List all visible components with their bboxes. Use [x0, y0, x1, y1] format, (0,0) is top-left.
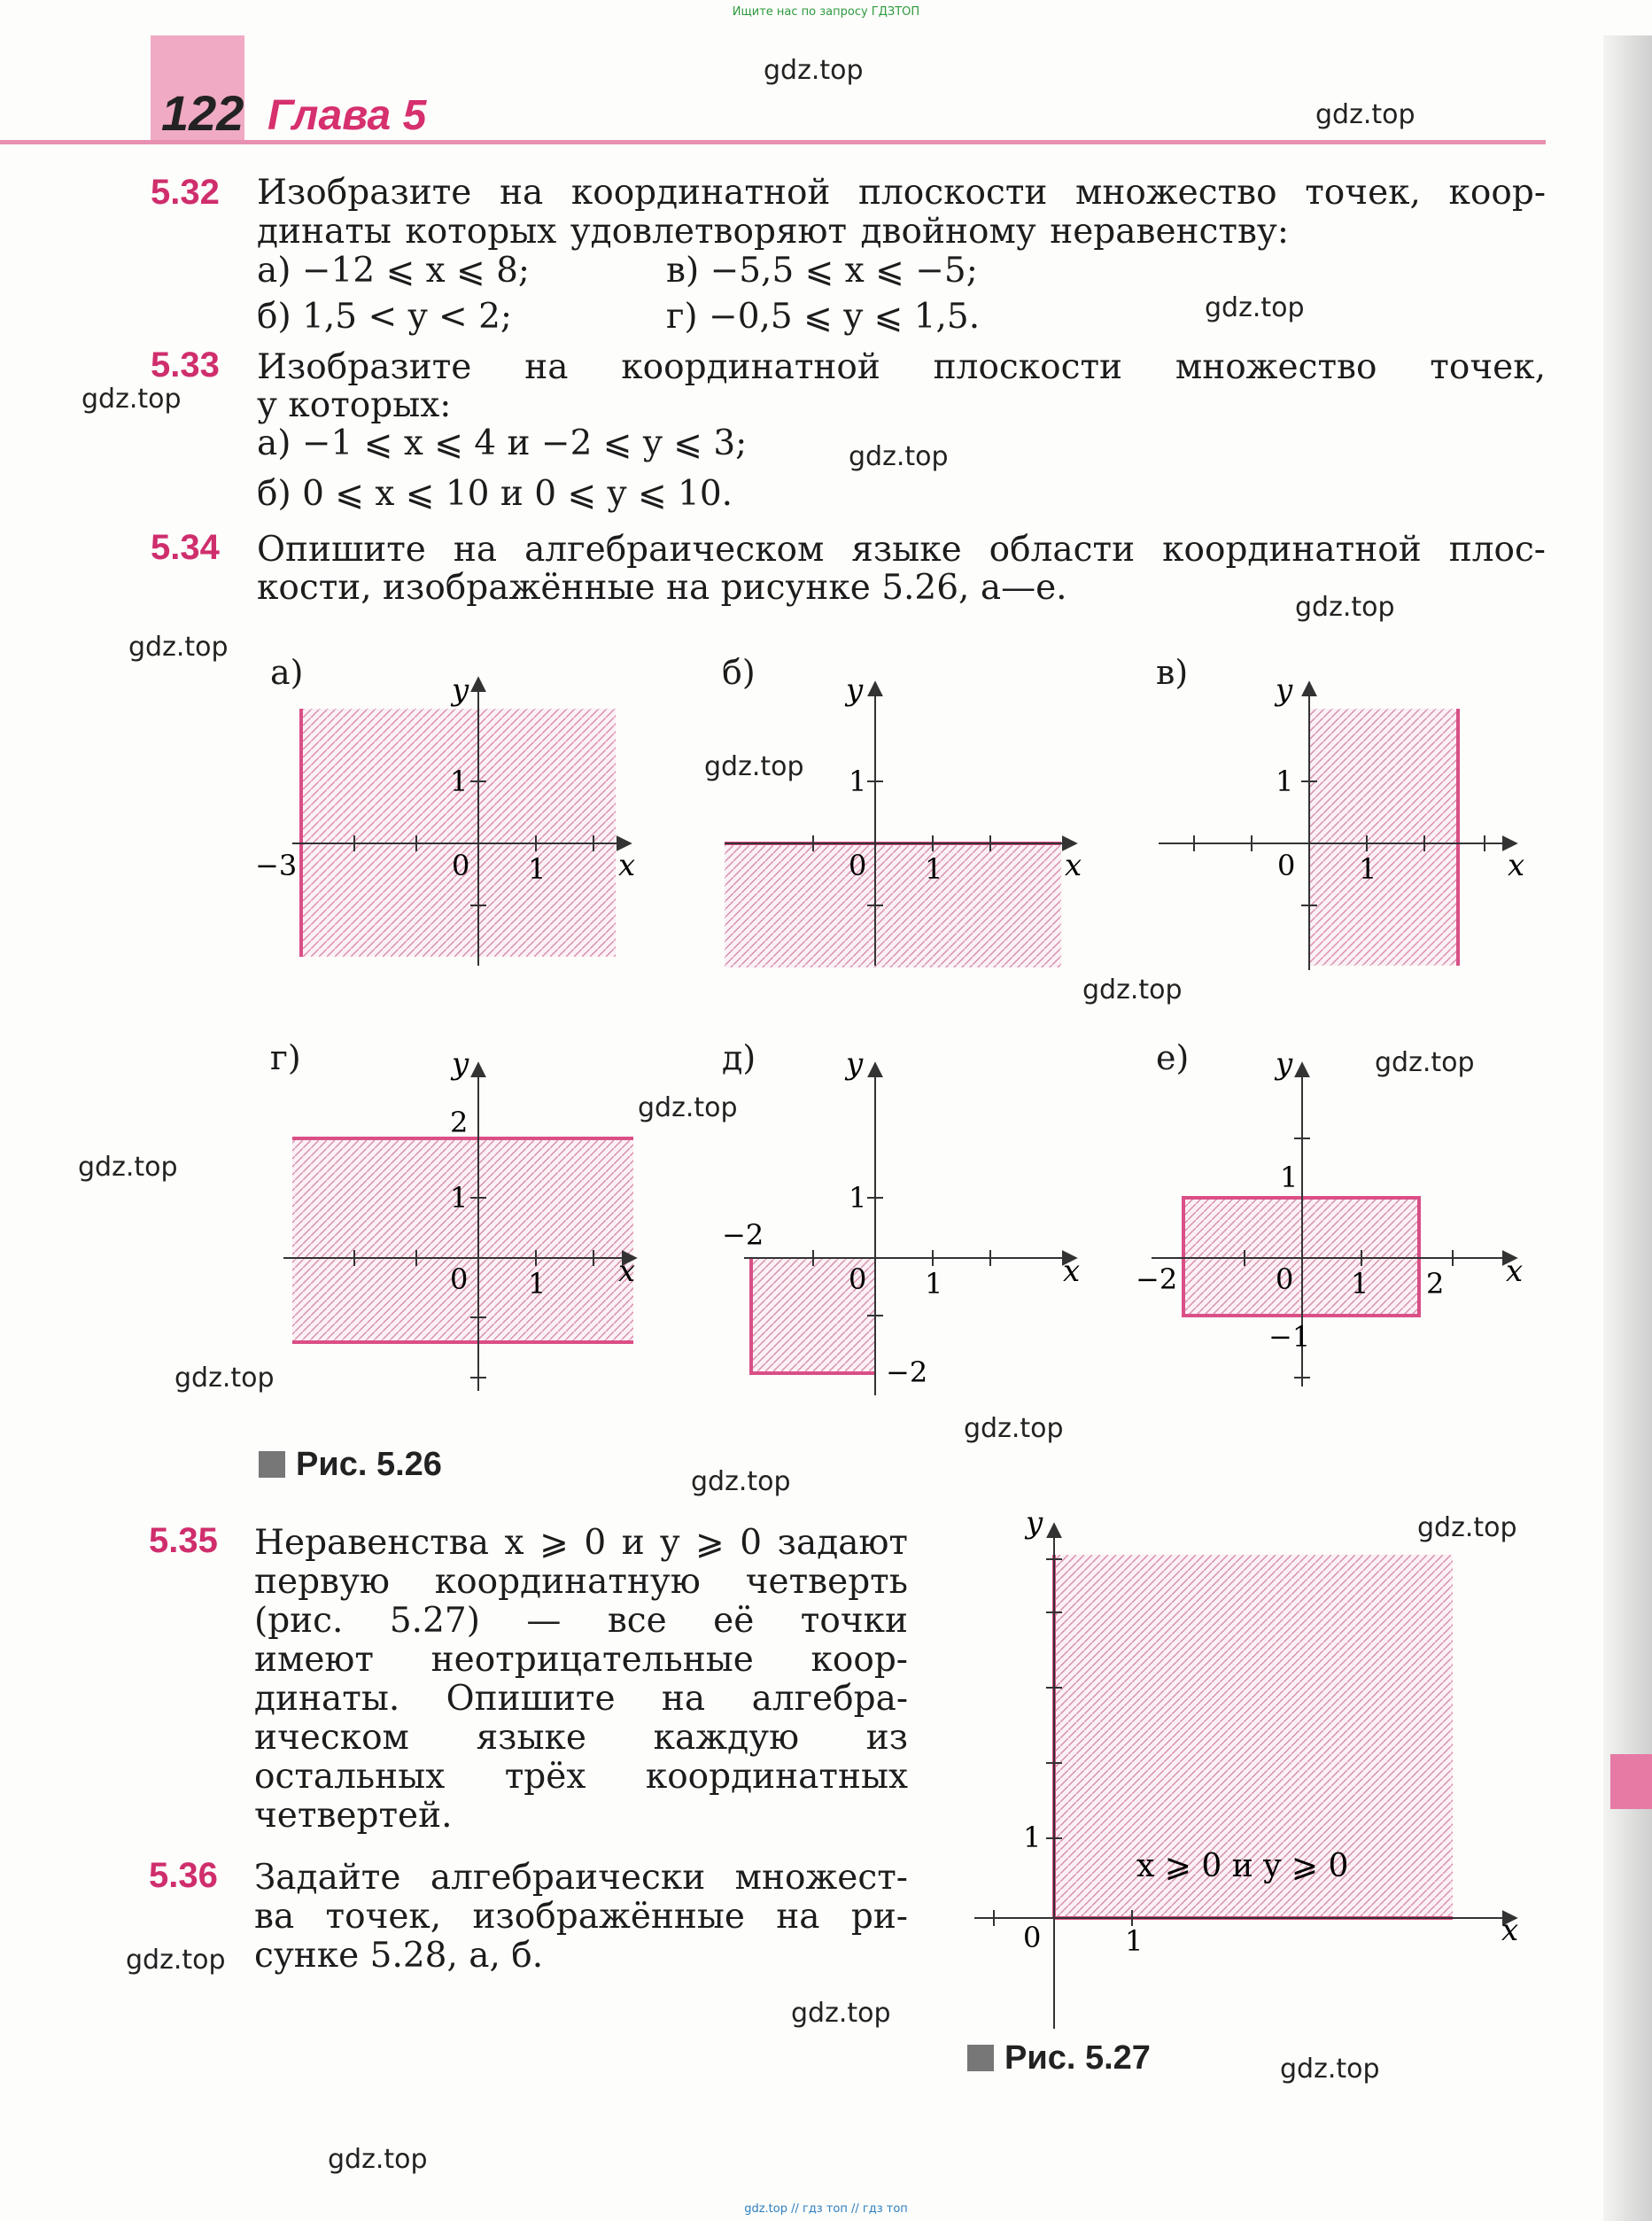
caption-fig-5-27: Рис. 5.27 — [967, 2039, 1151, 2077]
panel-d-tick-yneg2: −2 — [886, 1355, 928, 1389]
panel-e-graph — [1136, 1046, 1523, 1386]
watermark: gdz.top — [1280, 2054, 1380, 2085]
panel-label-g: г) — [270, 1038, 301, 1077]
problem-number-5-36: 5.36 — [149, 1856, 218, 1895]
panel-b-tick-y1: 1 — [849, 765, 867, 798]
panel-e-tick-yneg1: −1 — [1268, 1320, 1311, 1354]
problem-5-35-line4: имеют неотрицательные коор- — [254, 1640, 908, 1680]
watermark: gdz.top — [791, 1998, 891, 2029]
panel-b-tick-x1: 1 — [925, 852, 943, 886]
panel-a-x-label: x — [618, 848, 636, 883]
panel-e-tick-origin: 0 — [1276, 1262, 1294, 1296]
panel-v-tick-origin: 0 — [1277, 849, 1296, 882]
panel-v-graph — [1159, 672, 1524, 970]
panel-b-y-label: y — [846, 672, 864, 708]
watermark: gdz.top — [964, 1413, 1064, 1444]
panel-d-tick-origin: 0 — [849, 1262, 867, 1296]
panel-b-tick-origin: 0 — [849, 849, 867, 882]
panel-a-tick-neg3: −3 — [255, 849, 298, 882]
problem-5-36-line3: сунке 5.28, а, б. — [254, 1936, 544, 1976]
problem-5-32-a: а) −12 ⩽ x ⩽ 8; — [257, 251, 531, 291]
problem-5-33-a: а) −1 ⩽ x ⩽ 4 и −2 ⩽ y ⩽ 3; — [257, 423, 748, 463]
problem-5-33-b: б) 0 ⩽ x ⩽ 10 и 0 ⩽ y ⩽ 10. — [257, 474, 733, 514]
panel-label-b: б) — [722, 653, 756, 692]
fig527-tick-x1: 1 — [1125, 1924, 1144, 1958]
chapter-title: Глава 5 — [268, 92, 427, 139]
watermark: gdz.top — [691, 1466, 791, 1497]
problem-5-35-line7: остальных трёх координатных — [254, 1757, 908, 1797]
problem-5-34-line1: Опишите на алгебраическом языке области координатной плос- — [257, 530, 1546, 570]
panel-a-y-label: y — [452, 672, 469, 708]
problem-number-5-33: 5.33 — [151, 346, 220, 384]
watermark: gdz.top — [175, 1363, 275, 1394]
caption-square-icon — [967, 2045, 994, 2071]
panel-e-x-label: x — [1506, 1254, 1524, 1289]
panel-b-region — [725, 843, 1061, 967]
watermark: gdz.top — [1315, 99, 1415, 130]
panel-d-tick-x1: 1 — [925, 1267, 943, 1301]
panel-label-a: а) — [270, 653, 304, 692]
panel-label-v: в) — [1156, 653, 1189, 692]
panel-e-tick-y1: 1 — [1280, 1161, 1299, 1194]
panel-e-tick-x2: 2 — [1426, 1267, 1445, 1301]
fig527-tick-y1: 1 — [1023, 1821, 1042, 1854]
panel-b-graph — [725, 672, 1082, 967]
panel-d-graph — [722, 1046, 1080, 1395]
problem-number-5-35: 5.35 — [149, 1521, 218, 1560]
watermark: gdz.top — [1082, 975, 1183, 1006]
problem-5-33-line2: у которых: — [257, 385, 452, 425]
figure-5-27-graph — [974, 1505, 1518, 2029]
problem-5-32-b: б) 1,5 < y < 2; — [257, 297, 513, 337]
problem-5-35-line8: четвертей. — [254, 1796, 453, 1836]
problem-5-32-g: г) −0,5 ⩽ y ⩽ 1,5. — [666, 297, 981, 337]
watermark: gdz.top — [126, 1945, 226, 1976]
panel-a-graph — [255, 672, 635, 966]
caption-fig-5-26: Рис. 5.26 — [259, 1446, 442, 1484]
watermark: gdz.top — [849, 441, 949, 472]
panel-v-tick-y1: 1 — [1276, 765, 1294, 798]
panel-label-e: е) — [1156, 1038, 1190, 1077]
panel-g-x-label: x — [618, 1254, 636, 1289]
panel-v-tick-x1: 1 — [1359, 852, 1377, 886]
problem-5-35-line6: ическом языке каждую из — [254, 1718, 908, 1758]
problem-5-35-line5: динаты. Опишите на алгебра- — [254, 1679, 908, 1719]
panel-d-y-label: y — [846, 1046, 864, 1082]
panel-a-region — [301, 709, 616, 957]
panel-label-d: д) — [722, 1038, 756, 1077]
fig527-tick-origin: 0 — [1023, 1921, 1042, 1954]
panel-g-y-label: y — [452, 1046, 469, 1082]
panel-g-graph — [283, 1046, 636, 1391]
bottom-note: gdz.top // гдз топ // гдз топ — [744, 2202, 908, 2216]
panel-d-x-label: x — [1063, 1254, 1081, 1289]
panel-d-tick-y1: 1 — [849, 1181, 867, 1215]
page-number: 122 — [161, 85, 244, 141]
caption-square-icon — [259, 1451, 285, 1478]
problem-5-35-line1: Неравенства x ⩾ 0 и y ⩾ 0 задают — [254, 1523, 908, 1563]
panel-v-y-label: y — [1276, 672, 1293, 708]
problem-5-34-line2: кости, изображённые на рисунке 5.26, а—е. — [257, 568, 1067, 608]
fig527-x-label: x — [1501, 1913, 1519, 1948]
watermark: gdz.top — [1417, 1512, 1517, 1543]
panel-b-x-label: x — [1065, 848, 1082, 883]
watermark: gdz.top — [1295, 592, 1395, 623]
panel-g-tick-origin: 0 — [450, 1262, 469, 1296]
watermark: gdz.top — [638, 1092, 738, 1123]
problem-5-32-v: в) −5,5 ⩽ x ⩽ −5; — [666, 251, 978, 291]
problem-5-32-line2: динаты которых удовлетворяют двойному неравенству: — [257, 212, 1289, 252]
panel-g-tick-y1: 1 — [450, 1181, 469, 1215]
panel-e-tick-x1: 1 — [1351, 1267, 1369, 1301]
watermark: gdz.top — [1205, 292, 1305, 323]
panel-e-y-label: y — [1276, 1046, 1293, 1082]
panel-v-x-label: x — [1508, 848, 1525, 883]
problem-number-5-32: 5.32 — [151, 173, 220, 212]
watermark: gdz.top — [764, 55, 864, 86]
panel-g-tick-y2: 2 — [450, 1106, 469, 1139]
problem-number-5-34: 5.34 — [151, 528, 220, 567]
panel-a-tick-origin: 0 — [452, 849, 470, 882]
problem-5-36-line2: ва точек, изображённые на ри- — [254, 1897, 908, 1937]
watermark: gdz.top — [328, 2144, 428, 2175]
panel-a-tick-x1: 1 — [528, 852, 547, 886]
problem-5-33-line1: Изобразите на координатной плоскости множество точек, — [257, 347, 1546, 387]
watermark: gdz.top — [78, 1152, 178, 1183]
watermark: gdz.top — [1375, 1047, 1475, 1078]
watermark: gdz.top — [81, 384, 182, 415]
problem-5-35-line2: первую координатную четверть — [254, 1562, 908, 1602]
panel-v-region — [1309, 709, 1458, 966]
problem-5-36-line1: Задайте алгебраически множест- — [254, 1858, 908, 1898]
fig527-region-label: x ⩾ 0 и y ⩾ 0 — [1136, 1848, 1349, 1884]
fig527-y-label: y — [1026, 1505, 1043, 1541]
panel-e-tick-xneg2: −2 — [1136, 1262, 1178, 1296]
problem-5-32-line1: Изобразите на координатной плоскости множество точек, коор- — [257, 173, 1546, 213]
panel-g-tick-x1: 1 — [528, 1267, 547, 1301]
panel-a-tick-y1: 1 — [450, 765, 469, 798]
watermark: gdz.top — [128, 632, 229, 663]
panel-d-tick-xneg2: −2 — [722, 1218, 764, 1252]
panel-g-region — [292, 1138, 636, 1342]
watermark: gdz.top — [704, 751, 804, 782]
top-note: Ищите нас по запросу ГДЗТОП — [732, 5, 920, 19]
problem-5-35-line3: (рис. 5.27) — все её точки — [254, 1601, 908, 1641]
